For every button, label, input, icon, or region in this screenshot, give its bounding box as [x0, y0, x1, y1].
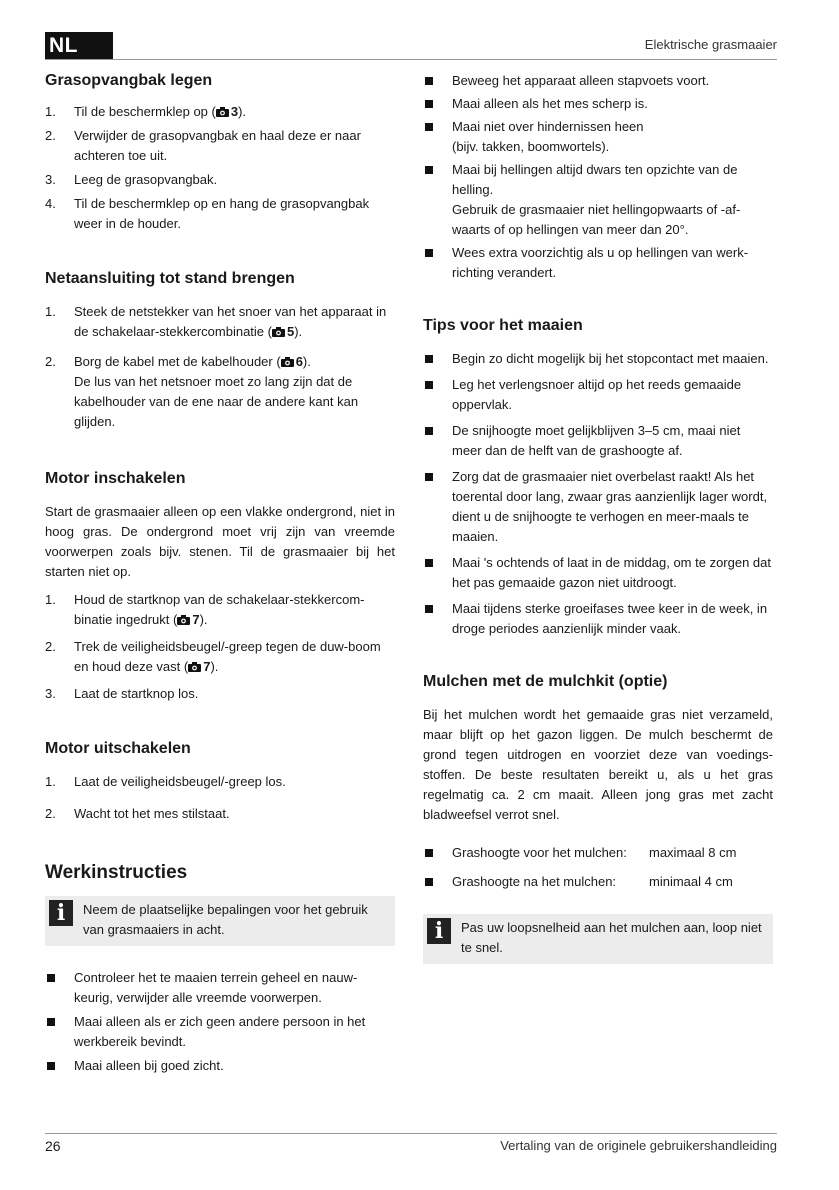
camera-icon [216, 107, 229, 117]
list-item: 1. Steek de netstekker van het snoer van het apparaat in de schakelaar-stekkercombinatie ( 5). [45, 304, 387, 339]
list-item: Controleer het te maaien terrein geheel en nauw-keurig, verwijder alle vreemde voorwerpen. [45, 968, 395, 1008]
bullet-square-icon [47, 1062, 55, 1070]
right-column [423, 60, 773, 964]
list-item: Maai tijdens sterke groeifases twee keer in de week, in droge periodes aanzienlijk minder vaak. [423, 599, 773, 639]
bullet-square-icon [425, 77, 433, 85]
info-icon: i [427, 918, 451, 944]
section-title-motor-uitschakelen: Motor uitschakelen [45, 740, 191, 757]
list-item: 2. Trek de veiligheidsbeugel/-greep tegen de duw-boom en houd deze vast ( 7). [45, 639, 381, 674]
list-item: Maai alleen als er zich geen andere persoon in het werkbereik bevindt. [45, 1012, 395, 1052]
list-tips-maaien [423, 349, 773, 639]
bullet-square-icon [425, 249, 433, 257]
list-item: Maai alleen bij goed zicht. [45, 1056, 395, 1076]
list-item: 1. Laat de veiligheidsbeugel/-greep los. [45, 774, 286, 789]
section-title-netaansluiting: Netaansluiting tot stand brengen [45, 270, 295, 287]
list-item: 3. Leeg de grasopvangbak. [45, 172, 218, 187]
list-item: Maai 's ochtends of laat in de middag, om te zorgen dat het pas gemaaide gazon niet uitdroogt. [423, 553, 773, 593]
header-title: Elektrische grasmaaier [644, 37, 777, 52]
info-note: i Neem de plaatselijke bepalingen voor het gebruik van grasmaaiers in acht. [45, 896, 395, 946]
section-title-motor-inschakelen: Motor inschakelen [45, 470, 186, 487]
list-item: 1. Houd de startknop van de schakelaar-stekkercom-binatie ingedrukt ( 7). [45, 592, 365, 627]
footer-divider [45, 1133, 777, 1134]
language-badge: NL [45, 32, 113, 60]
list-item: Begin zo dicht mogelijk bij het stopcontact met maaien. [423, 349, 773, 369]
info-note-mulchen: i Pas uw loopsnelheid aan het mulchen aan, loop niet te snel. [423, 914, 773, 964]
list-item: 1. Til de beschermklep op ( 3). [45, 104, 247, 119]
list-item: 4. Til de beschermklep op en hang de grasopvangbak weer in de houder. [45, 196, 370, 231]
left-column [45, 60, 395, 1076]
page-number: 26 [45, 1138, 61, 1154]
bullet-square-icon [425, 166, 433, 174]
paragraph-mulchen: Bij het mulchen wordt het gemaaide gras niet verzameld, maar blijft op het gazon liggen. De mulch beschermt de grond tegen uitdrogen en voorziet deze van voedings-stoffen. De beste resultaten bereikt u, als u het gras regelmatig ca. 2 cm maait. Alleen jong gras met zacht bladweefsel verrot snel. [423, 707, 773, 822]
bullet-square-icon [425, 427, 433, 435]
list-item: De snijhoogte moet gelijkblijven 3–5 cm, maai niet meer dan de helft van de grashoogte af. [423, 421, 773, 461]
footer-title: Vertaling van de originele gebruikershandleiding [500, 1138, 777, 1153]
bullet-square-icon [47, 1018, 55, 1026]
list-grasopvangbak [45, 102, 395, 234]
list-grashoogte [423, 843, 773, 892]
list-item: Maai niet over hindernissen heen (bijv. takken, boomwortels). [423, 117, 773, 157]
list-item: Maai bij hellingen altijd dwars ten opzichte van de helling. Gebruik de grasmaaier niet hellingopwaarts of -af-waarts of op hellingen van meer dan 20°. [423, 160, 773, 240]
bullet-square-icon [425, 559, 433, 567]
section-title-grasopvangbak: Grasopvangbak legen [45, 72, 213, 89]
list-motor-inschakelen [45, 590, 395, 704]
list-item: Maai alleen als het mes scherp is. [423, 94, 773, 114]
list-item: Grashoogte na het mulchen: minimaal 4 cm [423, 872, 773, 892]
paragraph-motor-inschakelen: Start de grasmaaier alleen op een vlakke ondergrond, niet in hoog gras. De ondergrond moet vrij zijn van vreemde voorwerpen zoals bijv. stenen. Til de grasmaaier bij het starten niet op. [45, 504, 395, 579]
bullet-square-icon [425, 381, 433, 389]
list-netaansluiting [45, 302, 395, 432]
list-item: Zorg dat de grasmaaier niet overbelast raakt! Als het toerental door lang, zwaar gras aanzienlijk lager wordt, dient u de snijhoogte te verhogen en meer-maals te maaien. [423, 467, 773, 547]
list-item: 2. Verwijder de grasopvangbak en haal deze er naar achteren toe uit. [45, 128, 361, 163]
camera-icon [177, 615, 190, 625]
list-item: 3. Laat de startknop los. [45, 686, 199, 701]
camera-icon [272, 327, 285, 337]
list-item: Wees extra voorzichtig als u op hellingen van werk-richting verandert. [423, 243, 773, 283]
section-title-tips-maaien: Tips voor het maaien [423, 317, 583, 334]
list-item: 2. Borg de kabel met de kabelhouder ( 6). De lus van het netsnoer moet zo lang zijn dat de kabelhouder van de ene naar de andere kant kan glijden. [45, 354, 359, 429]
bullet-square-icon [425, 100, 433, 108]
list-maaien-regels [423, 71, 773, 283]
bullet-square-icon [47, 974, 55, 982]
list-item: Leg het verlengsnoer altijd op het reeds gemaaide oppervlak. [423, 375, 773, 415]
list-motor-uitschakelen [45, 772, 395, 824]
bullet-square-icon [425, 355, 433, 363]
section-title-werkinstructies: Werkinstructies [45, 862, 188, 883]
bullet-square-icon [425, 605, 433, 613]
bullet-square-icon [425, 878, 433, 886]
camera-icon [281, 357, 294, 367]
list-item: Beweeg het apparaat alleen stapvoets voort. [423, 71, 773, 91]
list-item: 2. Wacht tot het mes stilstaat. [45, 806, 230, 821]
bullet-square-icon [425, 473, 433, 481]
section-title-mulchen: Mulchen met de mulchkit (optie) [423, 673, 668, 690]
bullet-square-icon [425, 123, 433, 131]
bullet-square-icon [425, 849, 433, 857]
list-item: Grashoogte voor het mulchen: maximaal 8 cm [423, 843, 773, 863]
info-icon: i [49, 900, 73, 926]
camera-icon [188, 662, 201, 672]
list-werkinstructies [45, 968, 395, 1076]
